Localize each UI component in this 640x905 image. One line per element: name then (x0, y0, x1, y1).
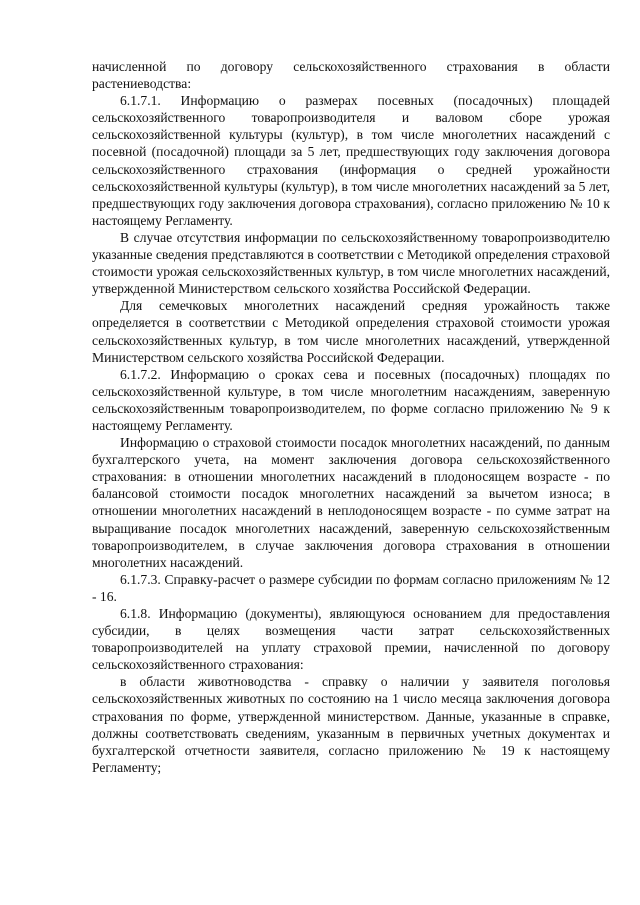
paragraph-pome-orchards: Для семечковых многолетних насаждений средняя урожайность также определяется в соответствии с Методикой определения страховой стоимости урожая сельскохозяйственных культур, в том числе многолетних насаждений, утвержденной Министерством сельского хозяйства Российской Федерации. (92, 298, 610, 365)
paragraph-6-1-7-3: 6.1.7.3. Справку-расчет о размере субсидии по формам согласно приложениям № 12 - 16. (92, 571, 610, 604)
paragraph-6-1-7-1: 6.1.7.1. Информацию о размерах посевных (посадочных) площадей сельскохозяйственного товаропроизводителя и валовом сборе урожая сельскохозяйственной культуры (культур), в том числе многолетних насаждений с посевной (посадочной) площади за 5 лет, предшествующих году заключения договора сельскохозяйственного страхования (информация о средней урожайности сельскохозяйственной культуры (культур), в том числе многолетних насаждений за 5 лет, предшествующих году заключения договора страхования), согласно приложению № 10 к настоящему Регламенту. (92, 93, 610, 228)
document-page (92, 58, 610, 776)
paragraph-6-1-8: 6.1.8. Информацию (документы), являющуюся основанием для предоставления субсидии, в целях возмещения части затрат сельскохозяйственных товаропроизводителей на уплату страховой премии, начисленной по договору сельскохозяйственного страхования: (92, 606, 610, 673)
paragraph-no-information-case: В случае отсутствия информации по сельскохозяйственному товаропроизводителю указанные сведения представляются в соответствии с Методикой определения страховой стоимости урожая сельскохозяйственных культур, в том числе многолетних насаждений, утвержденной Министерством сельского хозяйства Российской Федерации. (92, 229, 610, 297)
paragraph-intro: начисленной по договору сельскохозяйственного страхования в области растениеводства: (92, 59, 610, 92)
paragraph-6-1-7-2: 6.1.7.2. Информацию о сроках сева и посевных (посадочных) площадях по сельскохозяйственной культуре, в том числе многолетним насаждениям, заверенную сельскохозяйственным товаропроизводителем, по форме согласно приложению № 9 к настоящему Регламенту. (92, 366, 610, 433)
paragraph-livestock: в области животноводства - справку о наличии у заявителя поголовья сельскохозяйственных животных по состоянию на 1 число месяца заключения договора страхования по форме, утвержденной министерством. Данные, указанные в справке, должны соответствовать сведениям, указанным в первичных учетных документах и бухгалтерской отчетности заявителя, согласно приложению № 19 к настоящему Регламенту; (92, 674, 610, 775)
paragraph-insurance-value: Информацию о страховой стоимости посадок многолетних насаждений, по данным бухгалтерского учета, на момент заключения договора сельскохозяйственного страхования: в отношении многолетних насаждений в плодоносящем возрасте - по балансовой стоимости посадок многолетних насаждений за вычетом износа; в отношении многолетних насаждений в неплодоносящем возрасте - по сумме затрат на выращивание посадок многолетних насаждений, заверенную сельскохозяйственным товаропроизводителем, в случае заключения договора страхования в отношении многолетних насаждений. (92, 435, 610, 570)
